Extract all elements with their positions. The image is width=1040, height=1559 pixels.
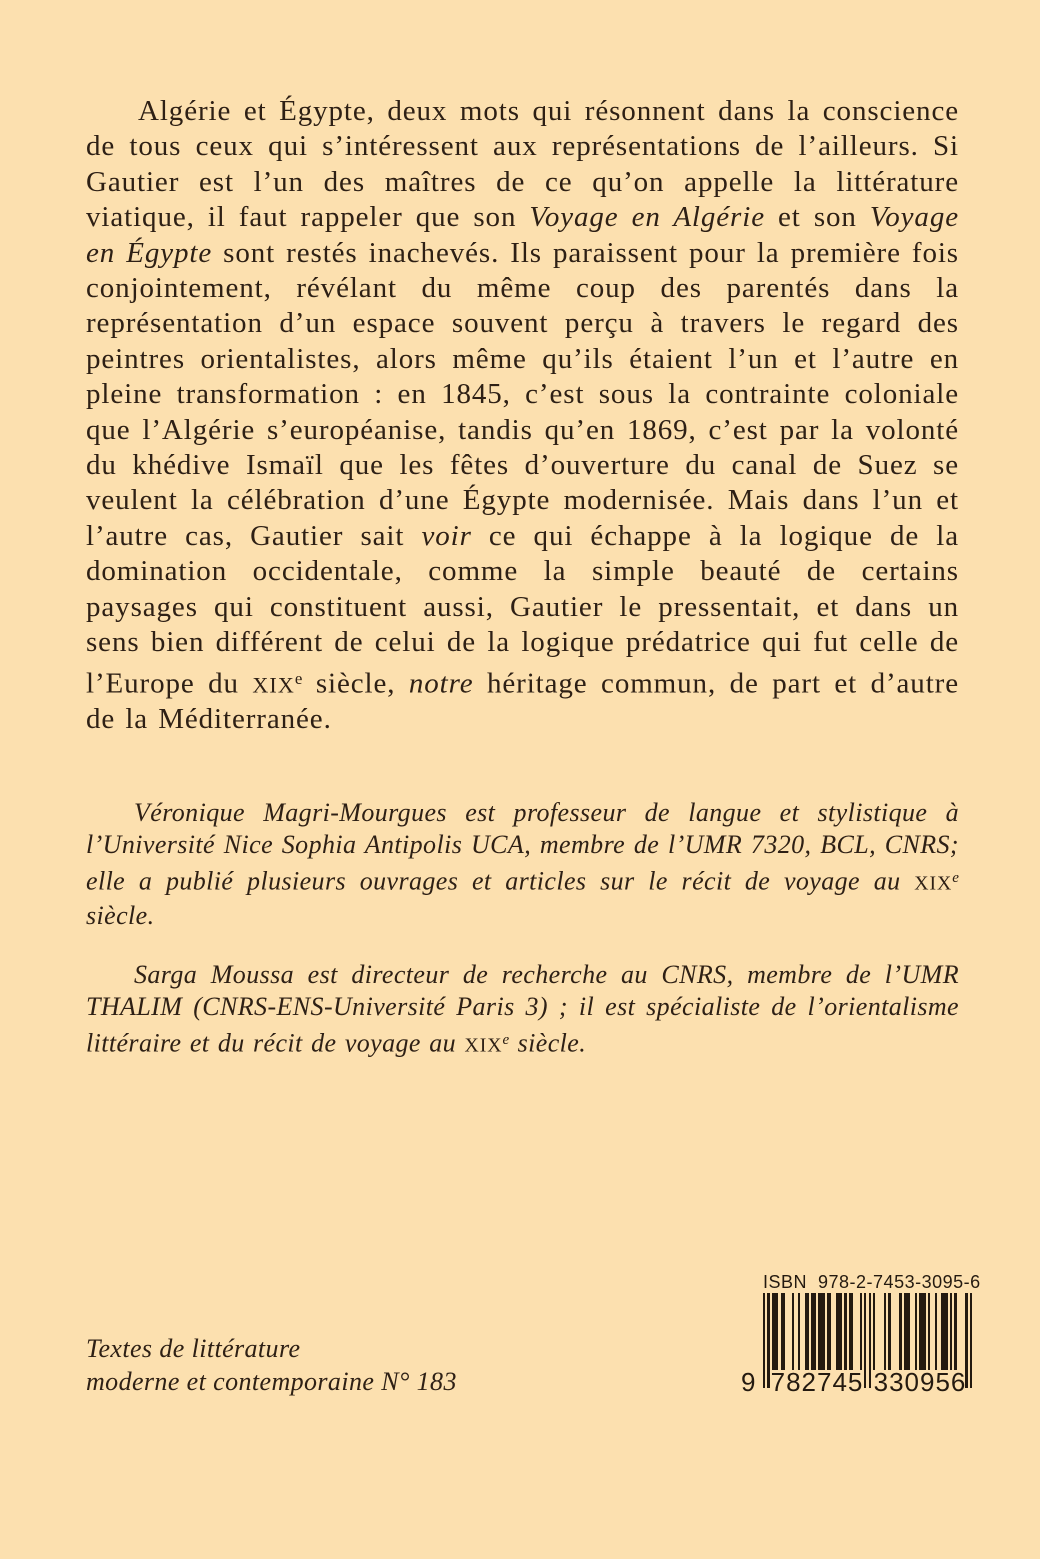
barcode-bar <box>827 1293 831 1370</box>
smallcaps-text: XIX <box>464 1034 503 1057</box>
barcode-digits <box>741 1367 981 1397</box>
barcode-bar <box>792 1293 794 1370</box>
blurb-paragraph <box>86 94 959 738</box>
barcode-bar <box>954 1293 956 1370</box>
barcode-bar <box>941 1293 948 1370</box>
barcode-bar <box>950 1293 952 1370</box>
barcode-bar <box>919 1293 926 1370</box>
italic-text: Voyage en Algérie <box>529 201 765 234</box>
isbn-block <box>741 1272 981 1397</box>
italic-text: voir <box>421 519 472 552</box>
barcode-digits-left: 782745 <box>770 1367 864 1397</box>
author-bio-magri-mourgues <box>86 797 959 932</box>
body-text: sont restés inachevés. Ils paraissent pour la première fois conjointement, révélant du même coup des parentés dans la représentation d’un espace souvent perçu à travers le regard des peintres orientalistes, alors même qu’ils étaient l’un et l’autre en pleine transformation : en 1845, c’est sous la contrainte coloniale que l’Algérie s’européanise, tandis qu’en 1869, c’est par la volonté du khédive Ismaïl que les fêtes d’ouverture du canal de Suez se veulent la célébration d’une Égypte modernisée. Mais dans l’un et l’autre cas, Gautier sait <box>86 236 959 552</box>
body-text: Véronique Magri-Mourgues est professeur de langue et stylistique à l’Université Nice Sophia Antipolis UCA, membre de l’UMR 7320, BCL, CNRS; elle a publié plusieurs ouvrages et articles sur le récit de voyage au <box>86 798 959 896</box>
barcode-bar <box>935 1293 937 1370</box>
barcode-bar <box>849 1293 853 1370</box>
body-text: Algérie et Égypte, deux mots qui résonnent dans la conscience de tous ceux qui s’intéressent aux représentations de l’ailleurs. Si Gautier est l’un des maîtres de ce qu’on appelle la littérature viatique, il faut rappeler que son <box>86 95 959 234</box>
body-text: siècle. <box>509 1028 587 1058</box>
barcode-bar <box>873 1293 875 1370</box>
barcode-digit-first: 9 <box>741 1367 756 1397</box>
superscript-text: e <box>294 668 303 688</box>
barcode-digits-right: 330956 <box>873 1367 967 1397</box>
italic-text: Voyage en Égypte <box>86 201 960 269</box>
barcode-bar <box>888 1293 890 1370</box>
barcode-bar <box>781 1293 785 1370</box>
barcode-bar <box>811 1293 815 1370</box>
barcode-bar <box>915 1293 917 1370</box>
barcode-bar <box>928 1293 930 1370</box>
smallcaps-text: XIX <box>914 872 953 895</box>
isbn-number-label: ISBN 978-2-7453-3095-6 <box>763 1272 981 1292</box>
barcode-bar <box>899 1293 901 1370</box>
barcode-bar <box>836 1293 843 1370</box>
series-line-1: Textes de littérature <box>86 1334 301 1363</box>
barcode-bar <box>904 1293 911 1370</box>
barcode-bar <box>805 1293 809 1370</box>
body-text: ce qui échappe à la logique de la domination occidentale, comme la simple beauté de certains paysages qui constituent aussi, Gautier le pressentait, et dans un sens bien différent de celui de la logique prédatrice qui fut celle de l’Europe du <box>86 519 959 699</box>
series-line-2: moderne et contemporaine N° 183 <box>86 1367 457 1396</box>
barcode-bar <box>844 1293 846 1370</box>
body-text: héritage commun, de part et d’autre de la Méditerranée. <box>86 666 959 736</box>
italic-text: notre <box>408 666 474 699</box>
author-bio-moussa <box>86 959 959 1062</box>
series-title <box>86 1332 457 1398</box>
body-text: Sarga Moussa est directeur de recherche au CNRS, membre de l’UMR THALIM (CNRS-ENS-Université Paris 3) ; il est spécialiste de l’orientalisme littéraire et du récit de voyage au <box>86 960 959 1058</box>
superscript-text: e <box>502 1031 510 1048</box>
superscript-text: e <box>952 869 959 886</box>
body-text: siècle, <box>302 666 409 699</box>
barcode-bar <box>860 1293 862 1370</box>
body-text: siècle. <box>86 900 155 930</box>
barcode-bar <box>798 1293 800 1370</box>
smallcaps-text: XIX <box>252 671 295 697</box>
barcode-bar <box>884 1293 886 1370</box>
barcode-bar <box>772 1293 779 1370</box>
body-text: et son <box>764 201 870 234</box>
barcode-bar <box>818 1293 825 1370</box>
